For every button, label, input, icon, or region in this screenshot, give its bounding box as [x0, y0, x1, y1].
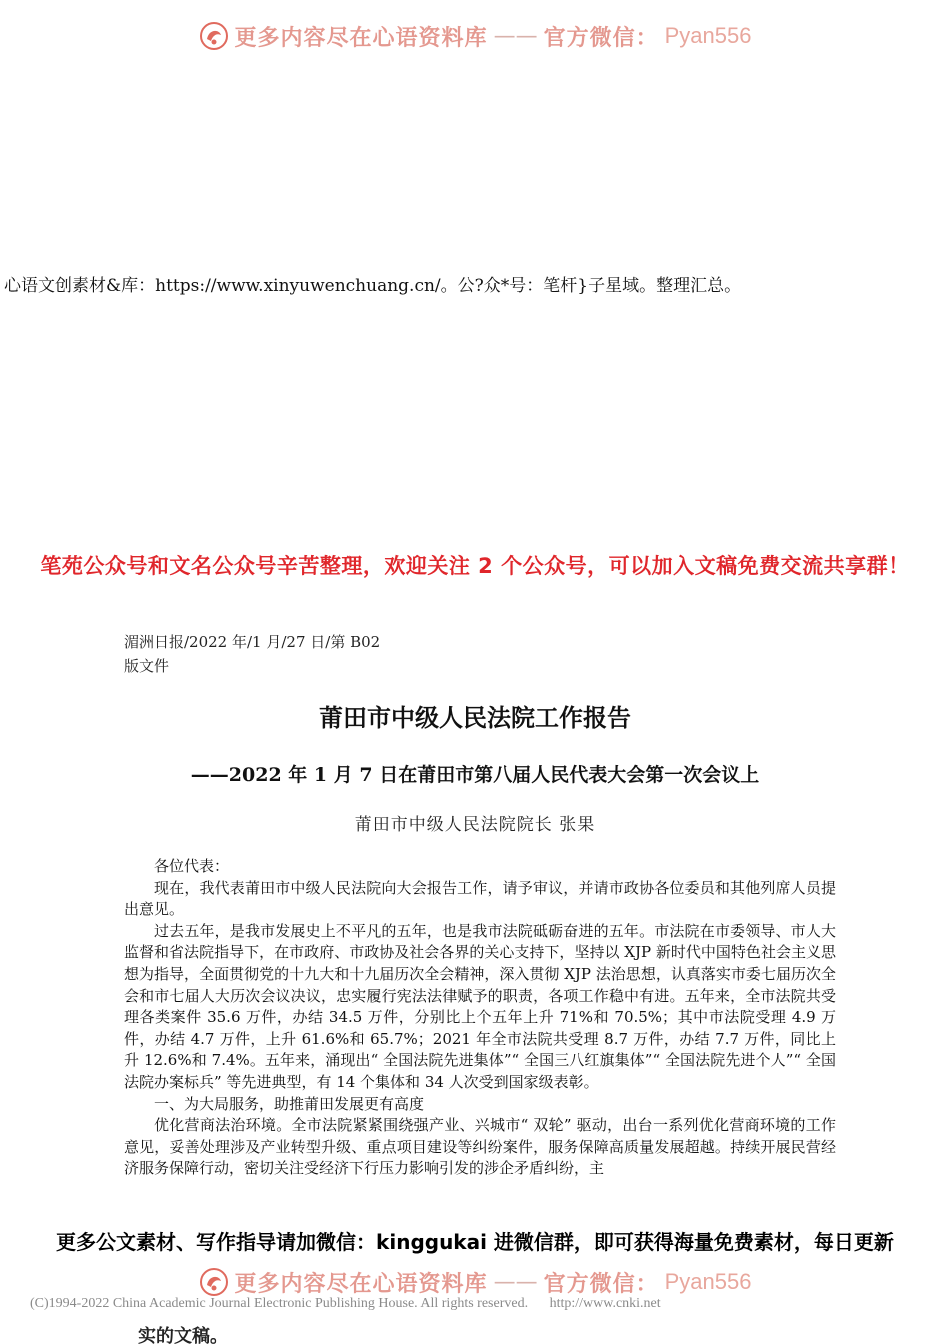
source-line: 心语文创素材&库：https://www.xinyuwenchuang.cn/。公?众*号：笔杆}子星域。整理汇总。 [4, 276, 742, 296]
watermark-wechat-id: Pyan556 [664, 1269, 752, 1294]
greeting: 各位代表： [154, 857, 230, 875]
copyright-text: (C)1994-2022 China Academic Journal Electronic Publishing House. All rights reserved. [30, 1296, 529, 1311]
watermark-official-label: 官方微信： [543, 25, 659, 51]
document-title: 莆田市中级人民法院工作报告 [319, 704, 631, 732]
meta-line-1: 湄洲日报/2022 年/1 月/27 日/第 B02 [124, 633, 381, 651]
brand-logo-icon [199, 21, 229, 51]
meta-line-2: 版文件 [124, 657, 170, 675]
watermark-separator: —— [493, 1269, 538, 1295]
watermark-official-label: 官方微信： [543, 1271, 659, 1297]
publication-meta [124, 630, 380, 678]
watermark-header [0, 16, 950, 56]
document-subtitle: ——2022 年 1 月 7 日在莆田市第八届人民代表大会第一次会议上 [190, 764, 760, 786]
document-author: 莆田市中级人民法院院长 张果 [354, 815, 596, 835]
watermark-separator: —— [493, 23, 538, 49]
cut-off-text: 实的文稿。 [138, 1326, 228, 1344]
promo-banner-black: 更多公文素材、写作指导请加微信：kinggukai 进微信群，即可获得海量免费素材，每日更新 [0, 1224, 950, 1257]
watermark-wechat-id: Pyan556 [664, 23, 752, 48]
paragraph: 现在，我代表莆田市中级人民法院向大会报告工作，请予审议，并请市政协各位委员和其他列席人员提出意见。 [124, 878, 836, 919]
brand-logo-icon [199, 1267, 229, 1297]
promo-banner-red: 笔苑公众号和文名公众号辛苦整理，欢迎关注 2 个公众号，可以加入文稿免费交流共享群！ [40, 554, 910, 578]
footer-copyright [30, 1296, 930, 1312]
watermark-text: 更多内容尽在心语资料库 [234, 1271, 488, 1297]
paragraph: 优化营商法治环境。全市法院紧紧围绕强产业、兴城市“ 双轮” 驱动，出台一系列优化营商环境的工作意见，妥善处理涉及产业转型升级、重点项目建设等纠纷案件，服务保障高质量发展超越。持续开展民营经济服务保障行动，密切关注受经济下行压力影响引发的涉企矛盾纠纷，主 [124, 1116, 836, 1178]
section-heading: 一、为大局服务，助推莆田发展更有高度 [154, 1094, 425, 1113]
footer-url-link[interactable]: http://www.cnki.net [549, 1296, 661, 1311]
watermark-text: 更多内容尽在心语资料库 [234, 25, 488, 51]
paragraph: 过去五年，是我市发展史上不平凡的五年，也是我市法院砥砺奋进的五年。市法院在市委领导、市人大监督和省法院指导下，在市政府、市政协及社会各界的关心支持下，坚持以 XJP 新时代中国特色社会主义思想为指导，全面贯彻党的十九大和十九届历次全会精神，深入贯彻 XJP 法治思想，认真落实市委七届历次全会和市七届人大历次会议决议，忠实履行宪法法律赋予的职责，各项工作稳中有进。五年来，全市法院共受理各类案件 35.6 万件，办结 34.5 万件，分别比上个五年上升 71%和 70.5%；其中市法院受理 4.9 万件，办结 4.7 万件，上升 61.6%和 65.7%；2021 年全市法院共受理 8.7 万件，办结 7.7 万件，同比上升 12.6%和 7.4%。五年来，涌现出“ 全国法院先进集体”“ 全国三八红旗集体”“ 全国法院先进个人”“ 全国法院办案标兵” 等先进典型，有 14 个集体和 34 人次受到国家级表彰。 [124, 921, 836, 1091]
document-body [124, 856, 836, 1216]
